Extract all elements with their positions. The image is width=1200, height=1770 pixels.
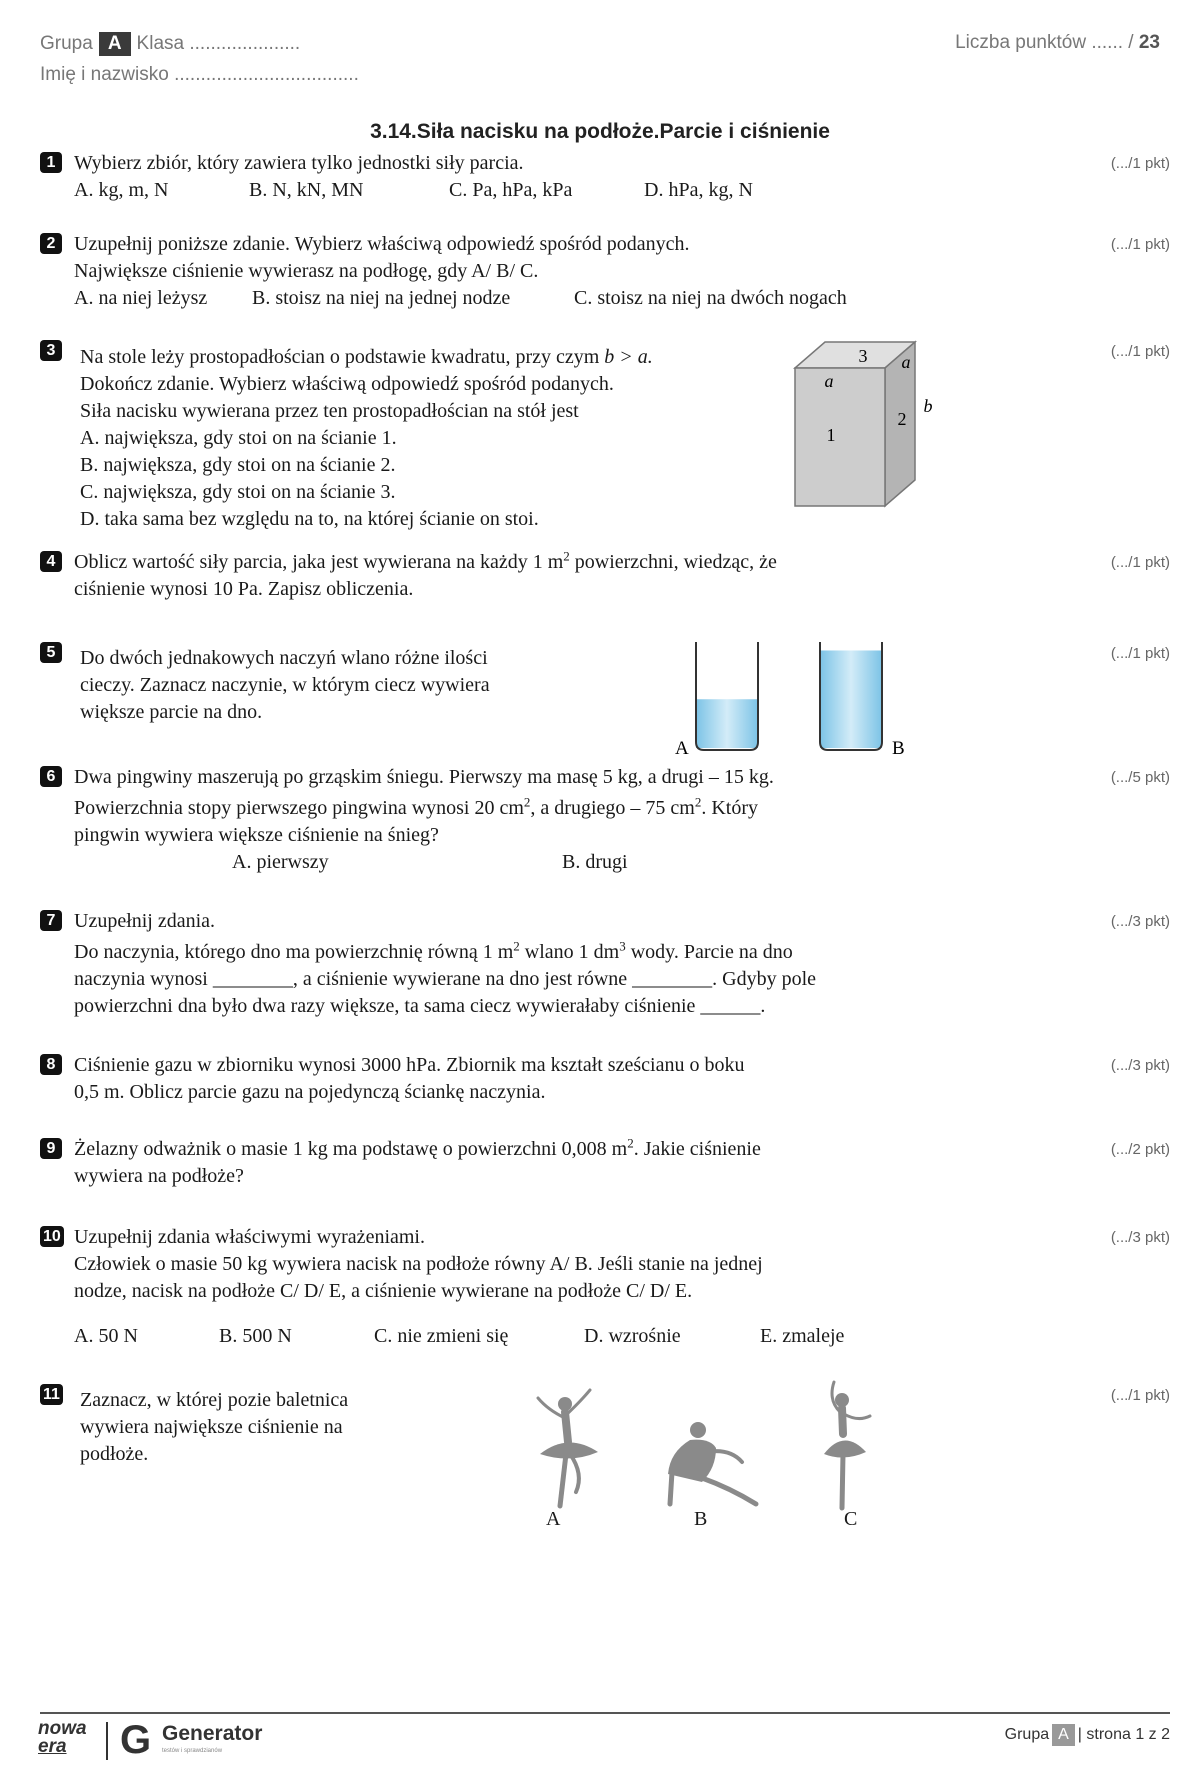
logo-era-text: era (38, 1736, 67, 1757)
superscript: 3 (619, 938, 626, 954)
task-text: Ciśnienie gazu w zbiorniku wynosi 3000 hPa. Zbiornik ma kształt sześcianu o boku (74, 1054, 745, 1076)
task-number: 9 (40, 1138, 62, 1159)
task-number: 1 (40, 152, 62, 173)
option-b: B. stoisz na niej na jednej nodze (252, 287, 511, 309)
footer-group-label: Grupa (1004, 1726, 1050, 1743)
task-text: większe parcie na dno. (80, 701, 263, 723)
option-d: D. wzrośnie (584, 1325, 681, 1347)
option-c: C. nie zmieni się (374, 1325, 509, 1347)
logo-nowa-text: nowa (38, 1718, 87, 1739)
option-c: C. stoisz na niej na dwóch nogach (574, 287, 847, 309)
task-text-part: . Który (701, 797, 758, 819)
task-text (74, 549, 974, 576)
face-2-label: 2 (897, 409, 907, 429)
task-text-part: , a drugiego – 75 cm (530, 797, 695, 819)
task-number: 8 (40, 1054, 62, 1075)
cuboid-figure (765, 338, 965, 508)
task-number: 5 (40, 642, 62, 663)
footer-divider (40, 1712, 1170, 1714)
task-body (74, 764, 974, 876)
dancer-a-label: A (546, 1508, 561, 1530)
page-title: 3.14.Siła nacisku na podłoże.Parcie i ciśnienie (370, 120, 830, 143)
face-3-label: 3 (858, 346, 868, 366)
task-body (74, 231, 974, 312)
superscript: 2 (694, 794, 702, 810)
task-points: (.../1 pkt) (1110, 645, 1170, 662)
task-text: Uzupełnij zdania. (74, 910, 216, 932)
cuboid-face-front (795, 368, 885, 506)
task-text-part: wlano 1 dm (519, 941, 620, 963)
option-a: A. kg, m, N (74, 179, 169, 201)
option-d: D. hPa, kg, N (644, 179, 753, 201)
task-number: 4 (40, 551, 62, 572)
points-summary (955, 32, 1160, 54)
math-expression: b > a. (604, 346, 653, 368)
dancer-b-figure (658, 1412, 768, 1512)
task-points: (.../1 pkt) (1110, 554, 1170, 571)
page-number: | strona 1 z 2 (1077, 1726, 1170, 1743)
logo-separator (106, 1722, 108, 1760)
task-text-part: Powierzchnia stopy pierwszego pingwina wynosi 20 cm (74, 797, 524, 819)
task-text: Uzupełnij zdania właściwymi wyrażeniami. (74, 1226, 425, 1248)
task-points: (.../2 pkt) (1110, 1141, 1170, 1158)
task-body (74, 908, 974, 1020)
task-body (74, 1136, 974, 1190)
option-b: B. największa, gdy stoi on na ścianie 2. (80, 454, 396, 476)
edge-b-label: b (923, 396, 933, 416)
task-text: wywiera największe ciśnienie na (80, 1416, 343, 1438)
vessel-a-liquid (696, 699, 758, 748)
task-number: 10 (40, 1226, 64, 1247)
vessel-a-label: A (675, 738, 689, 759)
dancer-c-label: C (844, 1508, 858, 1530)
footer-group-badge: A (1052, 1724, 1075, 1746)
task-text: Wybierz zbiór, który zawiera tylko jednostki siły parcia. (74, 152, 524, 174)
task-body (74, 1052, 974, 1106)
task-text: wywiera na podłoże? (74, 1165, 244, 1187)
task-text: naczynia wynosi ________, a ciśnienie wywierane na dno jest równe ________. Gdyby pole (74, 968, 817, 990)
task-points: (.../3 pkt) (1110, 1057, 1170, 1074)
task-number: 2 (40, 233, 62, 254)
option-c: C. Pa, hPa, kPa (449, 179, 573, 201)
task-points: (.../1 pkt) (1110, 155, 1170, 172)
option-b: B. N, kN, MN (249, 179, 364, 201)
superscript: 2 (563, 548, 570, 564)
task-text-part: powierzchni, wiedząc, że (569, 551, 777, 573)
task-number: 6 (40, 766, 62, 787)
option-a: A. największa, gdy stoi on na ścianie 1. (80, 427, 397, 449)
task-body (74, 1224, 974, 1350)
edge-a-top-label: a (824, 371, 834, 391)
points-label: Liczba punktów ...... / (955, 32, 1134, 53)
task-text-part: Oblicz wartość siły parcia, jaka jest wywierana na każdy 1 m (74, 551, 564, 573)
task-text-part: Do naczynia, którego dno ma powierzchnię równą 1 m (74, 941, 514, 963)
points-total: 23 (1138, 32, 1160, 53)
task-points: (.../3 pkt) (1110, 913, 1170, 930)
options-row (74, 177, 974, 204)
generator-logo-subtext: testów i sprawdzianów (162, 1748, 223, 1754)
task-text: ciśnienie wynosi 10 Pa. Zapisz obliczenia. (74, 578, 414, 600)
task-text-part: wody. Parcie na dno (625, 941, 793, 963)
task-number: 7 (40, 910, 62, 931)
generator-g-icon: G (120, 1718, 152, 1762)
option-c: C. największa, gdy stoi on na ścianie 3. (80, 481, 396, 503)
task-number: 11 (40, 1384, 63, 1405)
option-a: A. 50 N (74, 1325, 138, 1347)
task-text: nodze, nacisk na podłoże C/ D/ E, a ciśnienie wywierane na podłoże C/ D/ E. (74, 1280, 693, 1302)
task-body (74, 150, 974, 204)
dancer-a-figure (510, 1382, 610, 1512)
class-label: Klasa ..................... (136, 33, 301, 54)
task-text: pingwin wywiera większe ciśnienie na śnieg? (74, 824, 439, 846)
name-line: Imię i nazwisko ................................... (40, 64, 359, 85)
superscript: 2 (523, 794, 531, 810)
group-badge: A (99, 32, 131, 56)
vessel-b-liquid (820, 650, 882, 748)
task-text: Zaznacz, w której pozie baletnica (80, 1389, 349, 1411)
task-points: (.../3 pkt) (1110, 1229, 1170, 1246)
task-points: (.../1 pkt) (1110, 343, 1170, 360)
task-text-part: . Jakie ciśnienie (633, 1138, 761, 1160)
task-text: Uzupełnij poniższe zdanie. Wybierz właściwą odpowiedź spośród podanych. (74, 233, 690, 255)
options-row (74, 285, 974, 312)
vessel-b-label: B (892, 738, 905, 759)
task-text: Dwa pingwiny maszerują po grząskim śniegu. Pierwszy ma masę 5 kg, a drugi – 15 kg. (74, 766, 774, 788)
task-text: Największe ciśnienie wywierasz na podłogę, gdy A/ B/ C. (74, 260, 539, 282)
task-points: (.../5 pkt) (1110, 769, 1170, 786)
option-a: A. na niej leżysz (74, 287, 208, 309)
option-a: A. pierwszy (232, 851, 329, 873)
task-text: cieczy. Zaznacz naczynie, w którym ciecz wywiera (80, 674, 490, 696)
page-footer-info (1005, 1724, 1170, 1746)
option-b: B. drugi (562, 851, 628, 873)
superscript: 2 (513, 938, 520, 954)
generator-logo-text: Generator (162, 1722, 263, 1745)
task-points: (.../1 pkt) (1110, 1387, 1170, 1404)
options-row (74, 1323, 974, 1350)
dancer-c-figure (800, 1376, 890, 1512)
edge-a-right-label: a (901, 352, 911, 372)
nowa-era-logo (38, 1720, 87, 1756)
option-b: B. 500 N (219, 1325, 292, 1347)
task-text: Do dwóch jednakowych naczyń wlano różne ilości (80, 647, 488, 669)
task-text: powierzchni dna było dwa razy większe, ta sama ciecz wywierałaby ciśnienie ______. (74, 995, 766, 1017)
task-text: Siła nacisku wywierana przez ten prostopadłościan na stół jest (80, 400, 579, 422)
option-d: D. taka sama bez względu na to, na której ścianie on stoi. (80, 508, 539, 530)
task-number: 3 (40, 340, 62, 361)
group-class-line (40, 32, 300, 56)
superscript: 2 (627, 1135, 634, 1151)
option-e: E. zmaleje (760, 1325, 845, 1347)
task-points: (.../1 pkt) (1110, 236, 1170, 253)
task-text (74, 795, 974, 822)
task-text: podłoże. (80, 1443, 149, 1465)
options-row (74, 849, 974, 876)
dancer-b-label: B (694, 1508, 708, 1530)
task-text (74, 1136, 974, 1163)
group-label: Grupa (40, 33, 93, 54)
task-body (74, 549, 974, 603)
vessels-figure (620, 640, 920, 760)
task-text-part: Żelazny odważnik o masie 1 kg ma podstawę o powierzchni 0,008 m (74, 1138, 628, 1160)
face-1-label: 1 (826, 425, 836, 445)
task-text (74, 939, 974, 966)
task-text-part: Na stole leży prostopadłościan o podstawie kwadratu, przy czym (80, 346, 605, 368)
task-text: Dokończ zdanie. Wybierz właściwą odpowiedź spośród podanych. (80, 373, 614, 395)
task-text: Człowiek o masie 50 kg wywiera nacisk na podłoże równy A/ B. Jeśli stanie na jednej (74, 1253, 763, 1275)
task-text: 0,5 m. Oblicz parcie gazu na pojedynczą ściankę naczynia. (74, 1081, 546, 1103)
